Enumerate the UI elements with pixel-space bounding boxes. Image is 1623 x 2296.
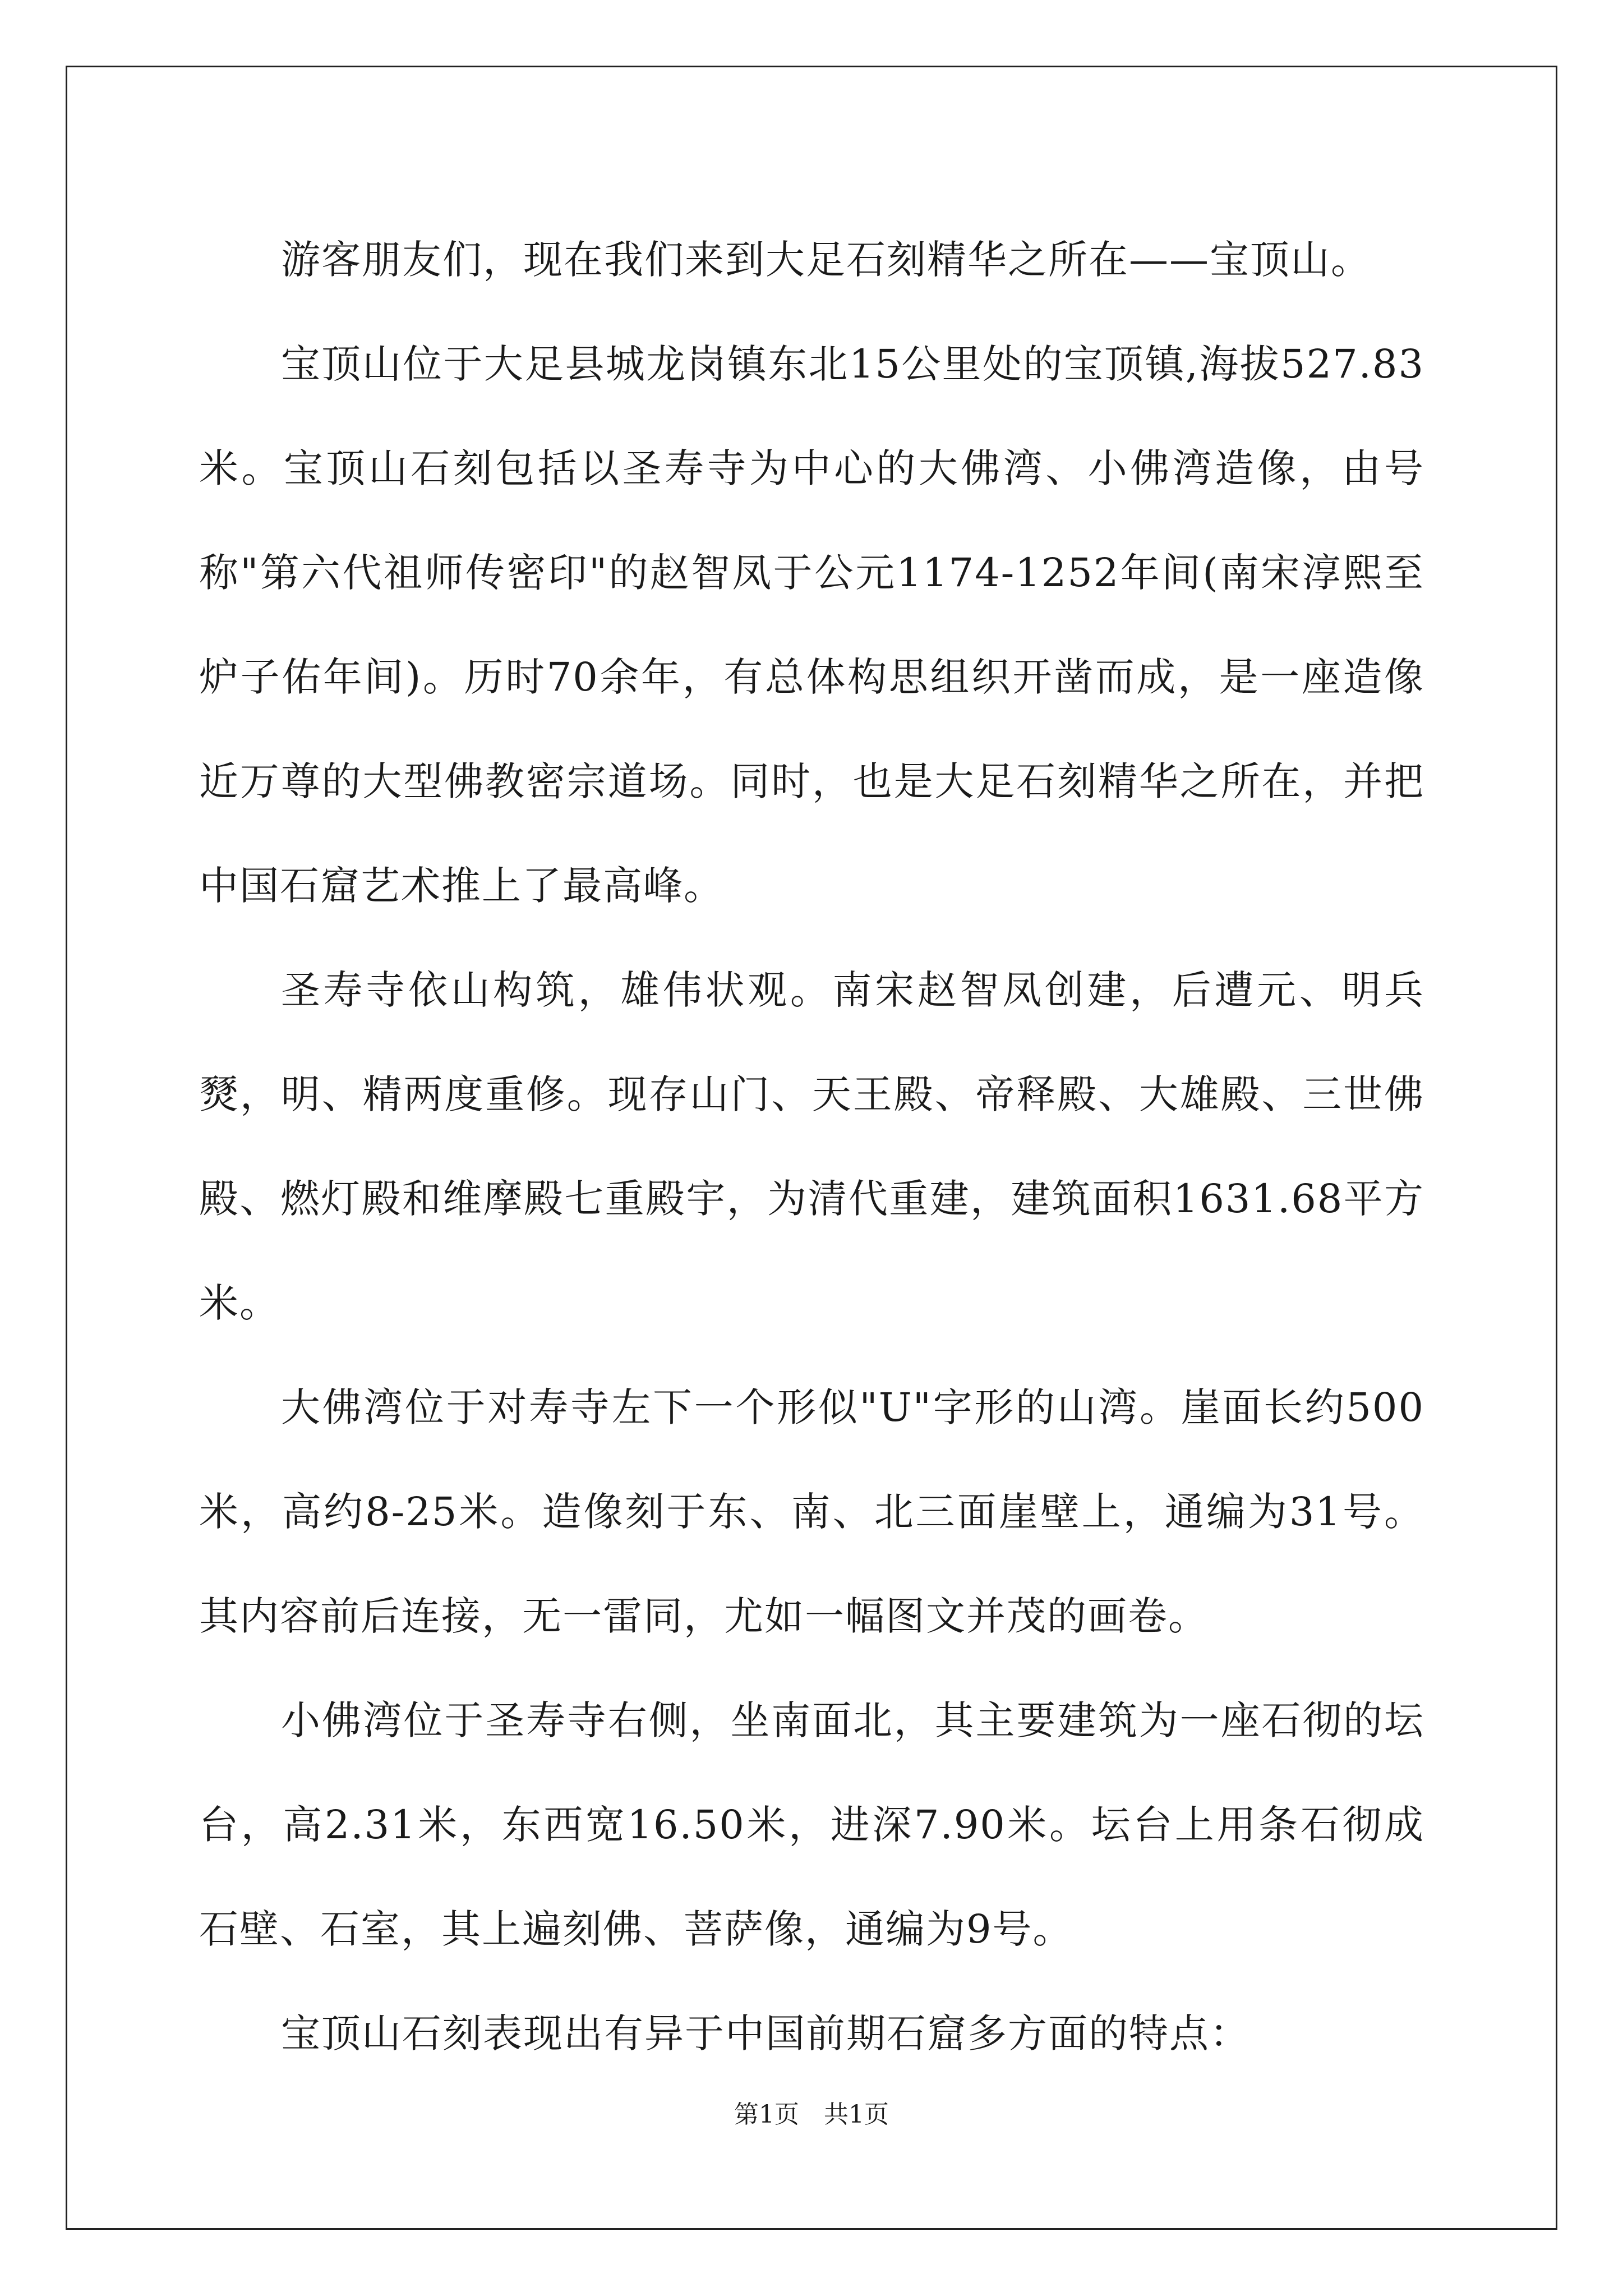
page-number: 第1页 [734, 2100, 799, 2129]
paragraph-features: 宝顶山石刻表现出有异于中国前期石窟多方面的特点： [281, 2010, 1250, 2056]
paragraph-dafowan: 大佛湾位于对寿寺左下一个形似"U"字形的山湾。崖面长约500米，高约8-25米。造像刻于东、南、北三面崖壁上，通编为31号。其内容前后连接，无一雷同，尤如一幅图文并茂的画卷。 [199, 1384, 1424, 1639]
paragraph-shengshou-temple: 圣寿寺依山构筑，雄伟状观。南宋赵智凤创建，后遭元、明兵燹，明、精两度重修。现存山门、天王殿、帝释殿、大雄殿、三世佛殿、燃灯殿和维摩殿七重殿宇，为清代重建，建筑面积1631.68平方米。 [199, 967, 1424, 1326]
paragraph-intro: 游客朋友们，现在我们来到大足石刻精华之所在——宝顶山。 [281, 237, 1371, 283]
page-total: 共1页 [824, 2100, 889, 2129]
page-footer [0, 2098, 1623, 2132]
paragraph-xiaofowan: 小佛湾位于圣寿寺右侧，坐南面北，其主要建筑为一座石彻的坛台，高2.31米，东西宽16.50米，进深7.90米。坛台上用条石彻成石壁、石室，其上遍刻佛、菩萨像，通编为9号。 [199, 1697, 1424, 1952]
paragraph-baodingshan: 宝顶山位于大足县城龙岗镇东北15公里处的宝顶镇,海拔527.83米。宝顶山石刻包括以圣寿寺为中心的大佛湾、小佛湾造像，由号称"第六代祖师传密印"的赵智凤于公元1174-1252年间(南宋淳熙至炉子佑年间)。历时70余年，有总体构思组织开凿而成，是一座造像近万尊的大型佛教密宗道场。同时，也是大足石刻精华之所在，并把中国石窟艺术推上了最高峰。 [199, 341, 1424, 909]
document-body [199, 208, 1424, 2086]
